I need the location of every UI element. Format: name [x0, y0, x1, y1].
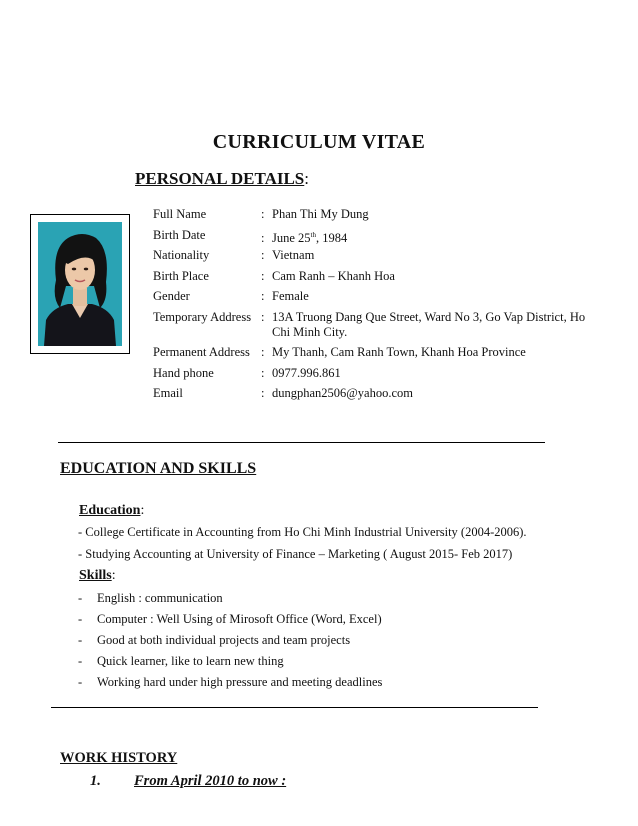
- field-label: Hand phone: [153, 365, 214, 380]
- field-label: Gender: [153, 289, 190, 304]
- profile-photo-frame: [30, 214, 130, 354]
- portrait-image: [38, 222, 122, 346]
- divider-line: [58, 442, 545, 443]
- field-value: : Cam Ranh – Khanh Hoa: [261, 268, 395, 283]
- work-history-heading: WORK HISTORY: [60, 750, 178, 766]
- field-value: : Phan Thi My Dung: [261, 207, 369, 221]
- field-value: : Female: [261, 289, 309, 304]
- field-label: Email: [153, 386, 183, 401]
- personal-details-heading-text: PERSONAL DETAILS: [135, 169, 305, 188]
- field-value: : dungphan2506@yahoo.com: [261, 386, 414, 401]
- field-label: Birth Date: [153, 227, 206, 242]
- education-skills-heading: EDUCATION AND SKILLS: [60, 460, 257, 477]
- education-item: - College Certificate in Accounting from Ho Chi Minh Industrial University (2004-2006).: [78, 525, 527, 539]
- field-label: Temporary Address: [153, 309, 252, 324]
- field-value: : 13A Truong Dang Que Street, Ward No 3, Go Vap District, Ho Chi Minh City.: [261, 309, 586, 339]
- field-value: : My Thanh, Cam Ranh Town, Khanh Hoa Province: [261, 344, 526, 359]
- work-history-item: [90, 773, 286, 790]
- field-value: : June 25th, 1984: [261, 230, 348, 245]
- field-label: Full Name: [153, 207, 207, 221]
- work-item-number: 1.: [90, 773, 101, 789]
- skills-subheading: Skills:: [79, 568, 116, 583]
- divider-line: [51, 707, 538, 708]
- personal-details-heading-colon: :: [304, 169, 309, 188]
- education-item: - Studying Accounting at University of Finance – Marketing ( August 2015- Feb 2017): [78, 547, 513, 561]
- personal-details-heading: [135, 169, 309, 189]
- field-label: Permanent Address: [153, 344, 250, 359]
- education-subheading: Education:: [79, 503, 145, 518]
- work-item-text: From April 2010 to now :: [134, 773, 287, 789]
- field-value: : Vietnam: [261, 248, 315, 263]
- field-label: Birth Place: [153, 268, 209, 283]
- field-value: : 0977.996.861: [261, 365, 341, 380]
- email-value: dungphan2506@yahoo.com: [272, 386, 414, 401]
- profile-photo: [38, 222, 122, 346]
- cv-title: CURRICULUM VITAE: [212, 131, 426, 153]
- field-label: Nationality: [153, 248, 210, 263]
